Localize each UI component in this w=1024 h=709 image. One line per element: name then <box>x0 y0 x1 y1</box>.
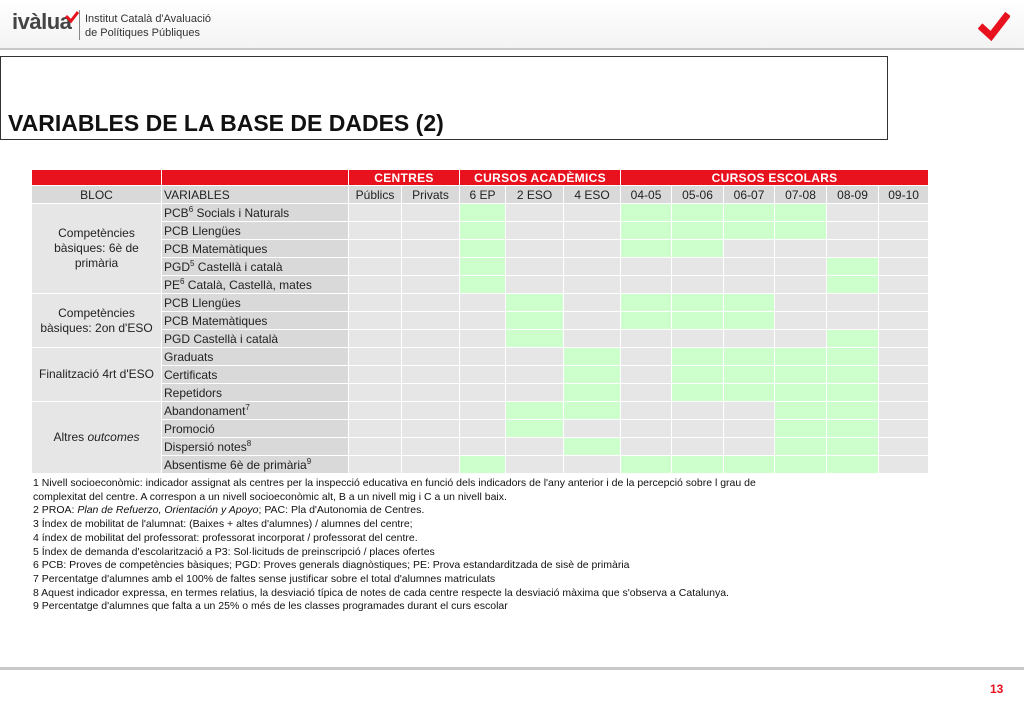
empty-cell <box>402 456 460 474</box>
table-row <box>32 366 929 384</box>
empty-cell <box>775 258 827 276</box>
empty-cell <box>349 222 402 240</box>
footnote-4: 4 índex de mobilitat del professorat: professorat incorporat / professorat del centre. <box>33 531 418 544</box>
empty-cell <box>506 204 564 222</box>
empty-cell <box>564 204 621 222</box>
table-column-header-row <box>32 186 929 204</box>
institute-line1: Institut Català d'Avaluació <box>85 13 212 25</box>
page-title-main: VARIABLES DE LA BASE DE DADES <box>8 110 410 136</box>
empty-cell <box>672 438 724 456</box>
table-row <box>32 330 929 348</box>
available-cell <box>724 348 775 366</box>
available-cell <box>672 294 724 312</box>
logo-divider <box>79 10 80 40</box>
available-cell <box>672 204 724 222</box>
footer-divider <box>0 667 1024 670</box>
empty-cell <box>506 276 564 294</box>
empty-cell <box>349 276 402 294</box>
empty-cell <box>672 330 724 348</box>
empty-cell <box>879 456 929 474</box>
footnote-5: 5 Índex de demanda d'escolarització a P3: Sol·licituds de preinscripció / places ofertes <box>33 545 435 558</box>
empty-cell <box>402 204 460 222</box>
table-row <box>32 204 929 222</box>
available-cell <box>621 240 672 258</box>
table-row <box>32 294 929 312</box>
check-logo-icon <box>65 10 79 24</box>
empty-cell <box>621 384 672 402</box>
col-header-4eso: 4 ESO <box>564 186 621 204</box>
available-cell <box>506 402 564 420</box>
empty-cell <box>460 420 506 438</box>
footnote-8: 8 Aquest indicador expressa, en termes relatius, la desviació típica de notes de cada centre respecte la desviació màxima que s'observa a Catalunya. <box>33 586 729 599</box>
empty-cell <box>506 384 564 402</box>
available-cell <box>827 366 879 384</box>
col-header-05-06: 05-06 <box>672 186 724 204</box>
available-cell <box>827 420 879 438</box>
empty-cell <box>672 258 724 276</box>
variable-cell: Abandonament$^7$ <box>162 402 349 420</box>
available-cell <box>775 420 827 438</box>
empty-cell <box>506 366 564 384</box>
empty-cell <box>506 258 564 276</box>
available-cell <box>621 222 672 240</box>
available-cell <box>621 204 672 222</box>
available-cell <box>775 402 827 420</box>
page-title-suffix: (2) <box>415 110 444 136</box>
empty-cell <box>460 438 506 456</box>
empty-cell <box>506 438 564 456</box>
available-cell <box>724 366 775 384</box>
table-row <box>32 276 929 294</box>
empty-cell <box>402 312 460 330</box>
available-cell <box>827 276 879 294</box>
available-cell <box>775 366 827 384</box>
empty-cell <box>621 438 672 456</box>
empty-cell <box>349 438 402 456</box>
empty-cell <box>724 438 775 456</box>
col-header-publics: Públics <box>349 186 402 204</box>
col-header-bloc: BLOC <box>32 186 162 204</box>
available-cell <box>827 402 879 420</box>
available-cell <box>672 456 724 474</box>
footnote-9: 9 Percentatge d'alumnes que falta a un 25% o més de les classes programades durant el curs escolar <box>33 600 508 613</box>
bloc-competencies-2on: Competències bàsiques: 2on d'ESO <box>32 294 162 348</box>
bloc-competencies-6e: Competències bàsiques: 6è de primària <box>32 204 162 294</box>
table-row <box>32 312 929 330</box>
table-row <box>32 240 929 258</box>
empty-cell <box>349 456 402 474</box>
variable-cell: Absentisme 6è de primària$^9$ <box>162 456 349 474</box>
col-header-07-08: 07-08 <box>775 186 827 204</box>
group-centres: CENTRES <box>349 170 460 186</box>
empty-cell <box>564 456 621 474</box>
empty-cell <box>564 294 621 312</box>
empty-cell <box>349 348 402 366</box>
empty-cell <box>879 312 929 330</box>
empty-cell <box>879 330 929 348</box>
empty-cell <box>879 402 929 420</box>
empty-cell <box>460 366 506 384</box>
empty-cell <box>402 402 460 420</box>
empty-cell <box>349 402 402 420</box>
variable-cell: PCB$^6$ Socials i Naturals <box>162 204 349 222</box>
empty-cell <box>724 330 775 348</box>
empty-cell <box>879 294 929 312</box>
check-brand-icon <box>978 11 1010 41</box>
table-row <box>32 456 929 474</box>
empty-cell <box>775 276 827 294</box>
available-cell <box>775 384 827 402</box>
available-cell <box>775 204 827 222</box>
table-row <box>32 258 929 276</box>
table-row <box>32 420 929 438</box>
empty-cell <box>879 204 929 222</box>
empty-cell <box>349 366 402 384</box>
available-cell <box>564 366 621 384</box>
empty-cell <box>879 420 929 438</box>
available-cell <box>460 276 506 294</box>
institute-name <box>85 12 211 40</box>
col-header-6ep: 6 EP <box>460 186 506 204</box>
empty-cell <box>672 402 724 420</box>
empty-cell <box>621 366 672 384</box>
available-cell <box>621 294 672 312</box>
empty-cell <box>827 312 879 330</box>
empty-cell <box>879 366 929 384</box>
available-cell <box>506 330 564 348</box>
empty-cell <box>402 384 460 402</box>
empty-cell <box>402 420 460 438</box>
empty-cell <box>879 240 929 258</box>
available-cell <box>827 258 879 276</box>
empty-cell <box>827 294 879 312</box>
available-cell <box>506 312 564 330</box>
available-cell <box>775 348 827 366</box>
variable-cell: $PE^6$ Català, Castellà, mates <box>162 276 349 294</box>
available-cell <box>672 312 724 330</box>
page-number: 13 <box>990 682 1004 696</box>
table-row <box>32 438 929 456</box>
empty-cell <box>879 438 929 456</box>
col-header-06-07: 06-07 <box>724 186 775 204</box>
variable-cell: PCB Llengües <box>162 222 349 240</box>
empty-cell <box>349 204 402 222</box>
empty-cell <box>879 222 929 240</box>
empty-cell <box>564 312 621 330</box>
empty-cell <box>775 330 827 348</box>
available-cell <box>827 330 879 348</box>
empty-cell <box>724 402 775 420</box>
empty-cell <box>402 258 460 276</box>
available-cell <box>724 456 775 474</box>
institute-line2: de Polítiques Públiques <box>85 27 200 39</box>
empty-cell <box>564 330 621 348</box>
group-cursos-escolars: CURSOS ESCOLARS <box>621 170 929 186</box>
available-cell <box>724 222 775 240</box>
empty-cell <box>775 240 827 258</box>
table-row <box>32 348 929 366</box>
available-cell <box>672 384 724 402</box>
empty-cell <box>402 348 460 366</box>
variable-cell: Dispersió notes$^8$ <box>162 438 349 456</box>
available-cell <box>775 222 827 240</box>
available-cell <box>506 420 564 438</box>
footnote-7: 7 Percentatge d'alumnes amb el 100% de faltes sense justificar sobre el total d'alumnes matriculats <box>33 572 496 585</box>
empty-cell <box>879 348 929 366</box>
available-cell <box>775 438 827 456</box>
available-cell <box>724 384 775 402</box>
bloc-finalitzacio: Finalització 4rt d'ESO <box>32 348 162 402</box>
available-cell <box>460 258 506 276</box>
available-cell <box>621 312 672 330</box>
table-group-header-row <box>32 170 929 186</box>
available-cell <box>672 222 724 240</box>
variables-table <box>31 169 929 474</box>
footnote-3: 3 Índex de mobilitat de l'alumnat: (Baixes + altes d'alumnes) / alumnes del centre; <box>33 518 413 531</box>
header-divider <box>0 48 1024 50</box>
empty-cell <box>402 438 460 456</box>
empty-cell <box>879 276 929 294</box>
bloc-altres-outcomes: Altres outcomes <box>32 402 162 474</box>
variable-cell: Certificats <box>162 366 349 384</box>
empty-cell <box>827 222 879 240</box>
empty-cell <box>827 204 879 222</box>
available-cell <box>827 456 879 474</box>
empty-cell <box>564 276 621 294</box>
empty-cell <box>672 276 724 294</box>
available-cell <box>460 456 506 474</box>
footnotes <box>33 477 756 614</box>
available-cell <box>672 240 724 258</box>
available-cell <box>724 312 775 330</box>
available-cell <box>564 438 621 456</box>
empty-cell <box>724 276 775 294</box>
col-header-privats: Privats <box>402 186 460 204</box>
empty-cell <box>402 366 460 384</box>
col-header-08-09: 08-09 <box>827 186 879 204</box>
available-cell <box>724 204 775 222</box>
empty-cell <box>564 420 621 438</box>
available-cell <box>460 204 506 222</box>
available-cell <box>775 456 827 474</box>
ivalua-logo: ivàlua <box>12 9 72 34</box>
available-cell <box>827 438 879 456</box>
empty-cell <box>349 294 402 312</box>
empty-cell <box>724 258 775 276</box>
empty-cell <box>879 258 929 276</box>
empty-cell <box>775 294 827 312</box>
footnote-6: 6 PCB: Proves de competències bàsiques; PGD: Proves generals diagnòstiques; PE: Prova estandarditzada de sisè de primària <box>33 559 630 572</box>
empty-cell <box>775 312 827 330</box>
empty-cell <box>349 312 402 330</box>
empty-cell <box>460 312 506 330</box>
variable-cell: PCB Matemàtiques <box>162 240 349 258</box>
table-row <box>32 222 929 240</box>
empty-cell <box>349 330 402 348</box>
group-cursos-academics: CURSOS ACADÈMICS <box>460 170 621 186</box>
empty-cell <box>460 402 506 420</box>
empty-cell <box>349 420 402 438</box>
empty-cell <box>460 330 506 348</box>
empty-cell <box>402 330 460 348</box>
variable-cell: PGD Castellà i català <box>162 330 349 348</box>
available-cell <box>564 384 621 402</box>
empty-cell <box>621 276 672 294</box>
empty-cell <box>402 276 460 294</box>
empty-cell <box>672 420 724 438</box>
available-cell <box>724 294 775 312</box>
empty-cell <box>506 222 564 240</box>
empty-cell <box>460 294 506 312</box>
available-cell <box>460 222 506 240</box>
empty-cell <box>621 420 672 438</box>
empty-cell <box>402 240 460 258</box>
blank-header-cell <box>162 170 349 186</box>
empty-cell <box>349 240 402 258</box>
available-cell <box>827 384 879 402</box>
empty-cell <box>402 294 460 312</box>
empty-cell <box>621 348 672 366</box>
col-header-2eso: 2 ESO <box>506 186 564 204</box>
blank-header-cell <box>32 170 162 186</box>
footnote-1a: 1 Nivell socioeconòmic: indicador assignat als centres per la inspecció educativa en funció dels indicadors de l'any anterior i de la percepció sobre l grau de <box>33 477 756 489</box>
empty-cell <box>564 240 621 258</box>
empty-cell <box>402 222 460 240</box>
variable-cell: PCB Llengües <box>162 294 349 312</box>
empty-cell <box>564 222 621 240</box>
available-cell <box>827 348 879 366</box>
page-title <box>8 110 444 137</box>
empty-cell <box>506 456 564 474</box>
table-row <box>32 402 929 420</box>
variable-cell: Promoció <box>162 420 349 438</box>
footnote-2: 2 PROA: Plan de Refuerzo, Orientación y Apoyo; PAC: Pla d'Autonomia de Centres. <box>33 504 425 517</box>
empty-cell <box>621 330 672 348</box>
col-header-04-05: 04-05 <box>621 186 672 204</box>
empty-cell <box>827 240 879 258</box>
col-header-variables: VARIABLES <box>162 186 349 204</box>
empty-cell <box>506 240 564 258</box>
variable-cell: Graduats <box>162 348 349 366</box>
empty-cell <box>506 348 564 366</box>
available-cell <box>460 240 506 258</box>
variable-cell: Repetidors <box>162 384 349 402</box>
available-cell <box>621 456 672 474</box>
table-row <box>32 384 929 402</box>
available-cell <box>672 366 724 384</box>
available-cell <box>506 294 564 312</box>
available-cell <box>672 348 724 366</box>
empty-cell <box>460 348 506 366</box>
variable-cell: PCB Matemàtiques <box>162 312 349 330</box>
empty-cell <box>564 258 621 276</box>
variable-cell: PGD$^5$ Castellà i català <box>162 258 349 276</box>
empty-cell <box>621 258 672 276</box>
available-cell <box>564 348 621 366</box>
col-header-09-10: 09-10 <box>879 186 929 204</box>
empty-cell <box>349 384 402 402</box>
footnote-1b: complexitat del centre. A correspon a un nivell socioeconòmic alt, B a un nivell mig i C a un nivell baix. <box>33 490 507 503</box>
empty-cell <box>879 384 929 402</box>
empty-cell <box>724 240 775 258</box>
empty-cell <box>460 384 506 402</box>
empty-cell <box>349 258 402 276</box>
empty-cell <box>621 402 672 420</box>
empty-cell <box>724 420 775 438</box>
available-cell <box>564 402 621 420</box>
